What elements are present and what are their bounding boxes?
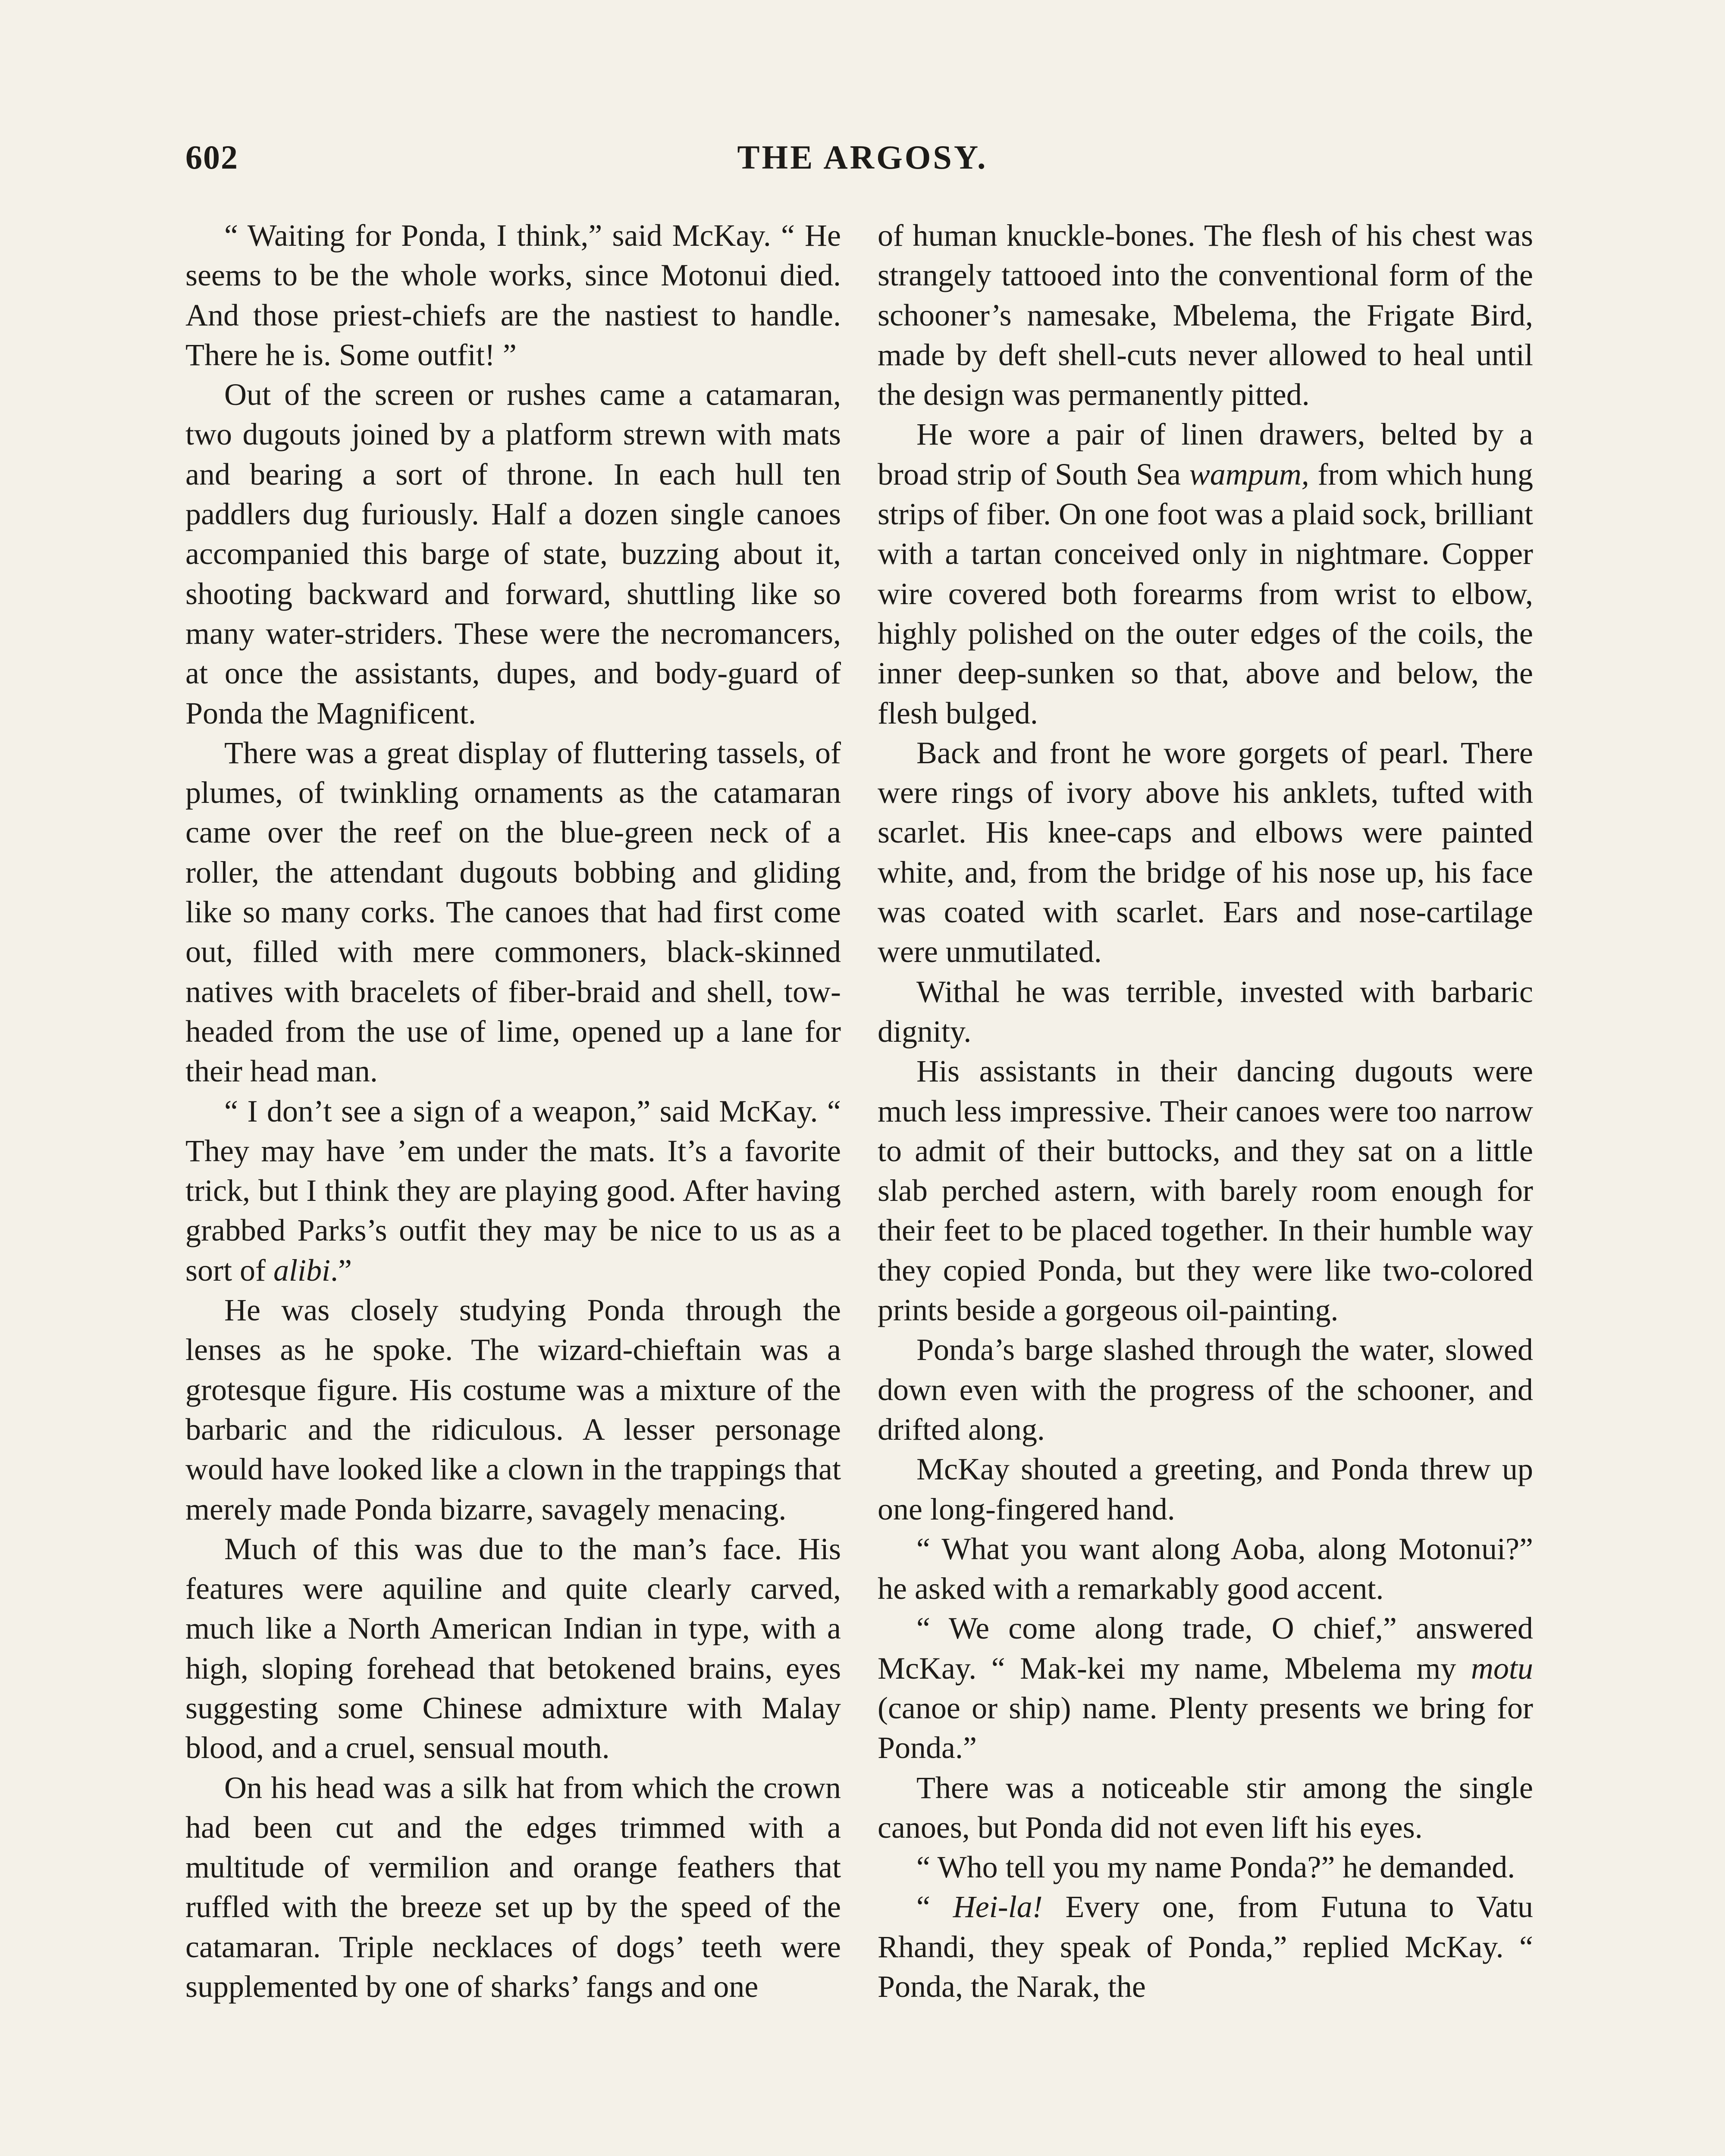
paragraph: His assistants in their dancing dugouts were much less impressive. Their canoes were too narrow to admit of their buttocks, and they sat on a little slab perched astern, with barely room enough for their feet to be placed together. In their humble way they copied Ponda, but they were like two-colored prints beside a gorgeous oil-painting. — [878, 1054, 1533, 1328]
paragraph: Much of this was due to the man’s face. His features were aquiline and quite clearly carved, much like a North American Indian in type, with a high, sloping forehead that betokened brains, eyes suggesting some Chinese admixture with Malay blood, and a cruel, sensual mouth. — [185, 1531, 841, 1765]
paragraph: “ Who tell you my name Ponda?” he demanded. — [916, 1850, 1515, 1885]
paragraph: “ We come along trade, O chief,” answered McKay. “ Mak-kei my name, Mbelema my motu (canoe or ship) name. Plenty presents we bring for Ponda.” — [878, 1611, 1533, 1765]
paragraph: Out of the screen or rushes came a catamaran, two dugouts joined by a platform strewn with mats and bearing a sort of throne. In each hull ten paddlers dug furiously. Half a dozen single canoes accompanied this barge of state, buzzing about it, shooting backward and forward, shuttling like so many water-striders. These were the necromancers, at once the assistants, dupes, and body-guard of Ponda the Magnificent. — [185, 377, 841, 730]
running-head-title: THE ARGOSY. — [737, 138, 988, 176]
paragraph: There was a great display of fluttering tassels, of plumes, of twinkling ornaments as the catamaran came over the reef on the blue-green neck of a roller, the attendant dugouts bobbing and gliding like so many corks. The canoes that had first come out, filled with mere commoners, black-skinned natives with bracelets of fiber-braid and shell, tow-headed from the use of lime, opened up a lane for their head man. — [185, 735, 841, 1089]
paragraph: Withal he was terrible, invested with barbaric dignity. — [878, 974, 1533, 1049]
right-column — [878, 216, 1533, 2006]
paragraph: He wore a pair of linen drawers, belted by a broad strip of South Sea wampum, from which hung strips of fiber. On one foot was a plaid sock, brilliant with a tartan conceived only in nightmare. Copper wire covered both forearms from wrist to elbow, highly polished on the outer edges of the coils, the inner deep-sunken so that, above and below, the flesh bulged. — [878, 417, 1533, 730]
paragraph: “ What you want along Aoba, along Motonui?” he asked with a remarkably good accent. — [878, 1531, 1533, 1606]
paragraph: of human knuckle-bones. The flesh of his chest was strangely tattooed into the conventional form of the schooner’s namesake, Mbelema, the Frigate Bird, made by deft shell-cuts never allowed to heal until the design was permanently pitted. — [878, 218, 1533, 412]
page-number: 602 — [185, 138, 238, 176]
paragraph: There was a noticeable stir among the single canoes, but Ponda did not even lift his eyes. — [878, 1770, 1533, 1845]
left-column — [185, 216, 841, 2006]
page-header — [185, 138, 1540, 198]
paragraph: “ Hei-la! Every one, from Futuna to Vatu Rhandi, they speak of Ponda,” replied McKay. “ Ponda, the Narak, the — [878, 1890, 1533, 2004]
paragraph: Back and front he wore gorgets of pearl. There were rings of ivory above his anklets, tufted with scarlet. His knee-caps and elbows were painted white, and, from the bridge of his nose up, his face was coated with scarlet. Ears and nose-cartilage were unmutilated. — [878, 735, 1533, 969]
paragraph: “ Waiting for Ponda, I think,” said McKay. “ He seems to be the whole works, since Motonui died. And those priest-chiefs are the nastiest to handle. There he is. Some outfit! ” — [185, 218, 841, 372]
paragraph: Ponda’s barge slashed through the water, slowed down even with the progress of the schooner, and drifted along. — [878, 1332, 1533, 1447]
paragraph: He was closely studying Ponda through the lenses as he spoke. The wizard-chieftain was a grotesque figure. His costume was a mixture of the barbaric and the ridiculous. A lesser personage would have looked like a clown in the trappings that merely made Ponda bizarre, savagely menacing. — [185, 1293, 841, 1526]
paragraph: On his head was a silk hat from which the crown had been cut and the edges trimmed with a multitude of vermilion and orange feathers that ruffled with the breeze set up by the speed of the catamaran. Triple necklaces of dogs’ teeth were supplemented by one of sharks’ fangs and one — [185, 1770, 841, 2004]
paragraph: “ I don’t see a sign of a weapon,” said McKay. “ They may have ’em under the mats. It’s a favorite trick, but I think they are playing good. After having grabbed Parks’s outfit they may be nice to us as a sort of alibi.” — [185, 1094, 841, 1288]
paragraph: McKay shouted a greeting, and Ponda threw up one long-fingered hand. — [878, 1452, 1533, 1526]
